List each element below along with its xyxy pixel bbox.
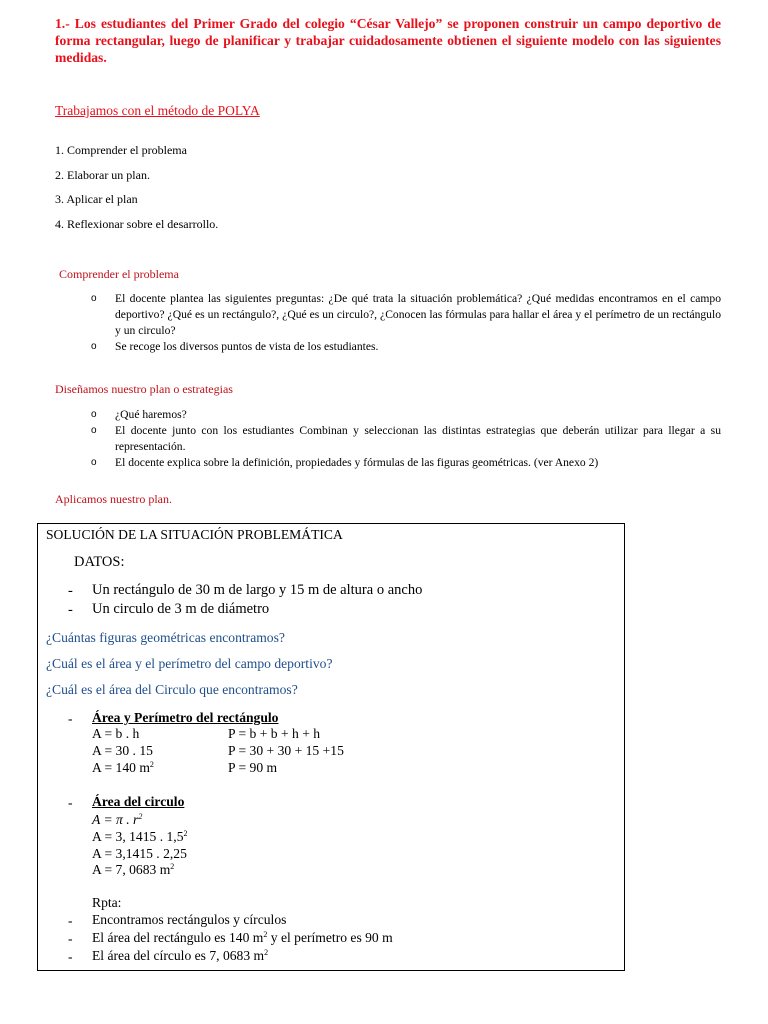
circle-line: A = 7, 0683 $m^2$	[92, 862, 175, 877]
answer: Encontramos rectángulos y círculos	[92, 912, 287, 927]
bullet-marker: o	[91, 457, 97, 468]
bullet-marker: o	[91, 425, 97, 436]
bullet-marker: o	[91, 293, 97, 304]
list-item: o El docente junto con los estudiantes Combinan y seleccionan las distintas estrategias que deberán utilizar para llegar a su representación.	[91, 424, 721, 453]
circle-heading: Área del circulo	[92, 794, 185, 809]
section-heading-aplicamos: Aplicamos nuestro plan.	[55, 492, 172, 506]
rect-area-line: A = 140 $m^2$	[92, 760, 154, 775]
rect-heading: Área y Perímetro del rectángulo	[92, 710, 279, 725]
section1-list	[91, 291, 721, 355]
superscript-2: 2	[183, 829, 188, 838]
section2-list	[91, 407, 721, 471]
circle-line: A = 3, 1415 . $1,5^2$	[92, 829, 188, 844]
list-dash: -	[68, 949, 73, 964]
list-item: o El docente plantea las siguientes preguntas: ¿De qué trata la situación problemática? ¿Qué medidas encontramos en el campo deportivo? ¿Qué es un rectángulo?, ¿Qué es un circulo?, ¿Conocen las fórmulas para hallar el área y el perímetro de un rectángulo y un circulo?	[91, 292, 721, 337]
superscript-2: 2	[138, 812, 143, 821]
polya-step: 3. Aplicar el plan	[55, 192, 138, 206]
question: ¿Cuál es el área del Circulo que encontramos?	[46, 682, 298, 697]
answer: El área del rectángulo es 140 $m^2$ y el perímetro es 90 m	[92, 930, 393, 945]
superscript-2: 2	[264, 948, 269, 957]
solution-box	[37, 523, 625, 971]
superscript-2: 2	[170, 862, 175, 871]
rect-perim-line: P = 90 m	[228, 760, 278, 775]
question: ¿Cuántas figuras geométricas encontramos?	[46, 630, 285, 645]
list-dash: -	[68, 583, 73, 599]
solution-title: SOLUCIÓN DE LA SITUACIÓN PROBLEMÁTICA	[46, 527, 343, 542]
rect-perim-line: P = 30 + 30 + 15 +15	[228, 743, 344, 758]
superscript-2: 2	[149, 760, 154, 769]
datos-item: Un circulo de 3 m de diámetro	[92, 601, 270, 617]
list-item: o El docente explica sobre la definición, propiedades y fórmulas de las figuras geométricas. (ver Anexo 2)	[91, 456, 599, 469]
rect-perim-line: P = b + b + h + h	[228, 726, 321, 741]
polya-steps	[55, 143, 218, 241]
bullet-marker: o	[91, 409, 97, 420]
list-dash: -	[68, 711, 73, 726]
polya-step: 4. Reflexionar sobre el desarrollo.	[55, 216, 219, 231]
list-dash: -	[68, 913, 73, 928]
circle-line: A = 3,1415 . 2,25	[92, 846, 187, 861]
list-item: o Se recoge los diversos puntos de vista de los estudiantes.	[91, 340, 379, 353]
rect-area-line: A = 30 . 15	[92, 743, 153, 758]
superscript-2: 2	[263, 930, 268, 939]
datos-item: Un rectángulo de 30 m de largo y 15 m de altura o ancho	[92, 582, 423, 598]
problem-title: 1.- Los estudiantes del Primer Grado del colegio “César Vallejo” se proponen construir un campo deportivo de forma rectangular, luego de planificar y trabajar cuidadosamente obtienen el siguiente modelo con las siguientes medidas.	[55, 16, 721, 65]
list-dash: -	[68, 602, 73, 618]
section-heading-comprender: Comprender el problema	[59, 267, 179, 281]
bullet-marker: o	[91, 341, 97, 352]
rpta-label: Rpta:	[92, 895, 122, 910]
section-heading-plan: Diseñamos nuestro plan o estrategias	[55, 382, 233, 396]
list-item: o ¿Qué haremos?	[91, 408, 187, 421]
answer: El área del círculo es 7, 0683 $m^2$	[92, 948, 269, 963]
list-dash: -	[68, 795, 73, 810]
polya-heading: Trabajamos con el método de POLYA	[55, 103, 260, 118]
circle-line: A = π . $r^2$	[92, 812, 143, 827]
question: ¿Cuál es el área y el perímetro del campo deportivo?	[46, 656, 333, 671]
polya-step: 2. Elaborar un plan.	[55, 167, 150, 182]
polya-step: 1. Comprender el problema	[55, 143, 187, 157]
list-dash: -	[68, 931, 73, 946]
datos-label: DATOS:	[74, 554, 125, 570]
rect-area-line: A = b . h	[92, 726, 140, 741]
